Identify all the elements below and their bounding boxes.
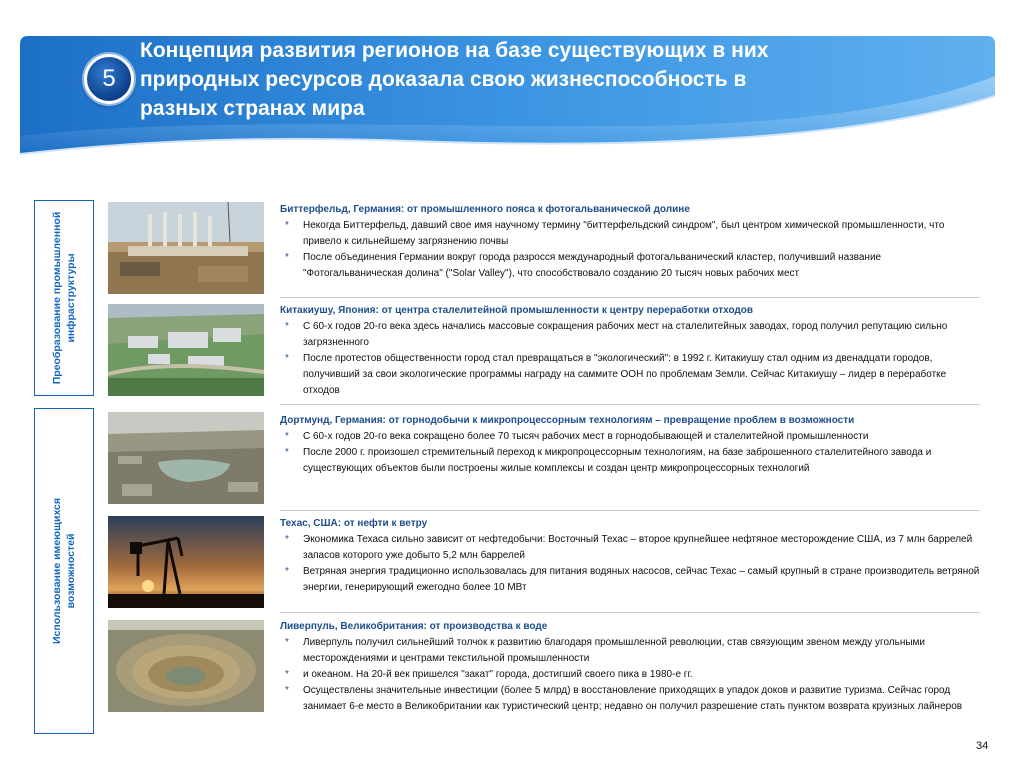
- bullet-text: Ветряная энергия традиционно использовалась для питания водяных насосов, сейчас Техас – самый крупный в стране производитель ветряной энергии, генерирующий ежегодно более 10 МВт: [303, 566, 980, 593]
- slide-title: [140, 36, 840, 123]
- category-label-infrastructure: [34, 200, 94, 396]
- bullet-text: С 60-х годов 20-го века сокращено более 70 тысяч рабочих мест в горнодобывающей и сталелитейной промышленности: [303, 431, 869, 442]
- bullet-text: Осуществлены значительные инвестиции (более 5 млрд) в восстановление приходящих в упадок доков и развитие туризма. Сейчас город занимает 6-е место в Великобритании как туристический центр; недавно он получил разрешение стать пунктом возврата круизных лайнеров: [303, 685, 963, 712]
- case-heading: Китакиушу, Япония: от центра сталелитейной промышленности к центру переработки отходов: [280, 305, 754, 316]
- list-item: [280, 445, 980, 477]
- bullet-text: Некогда Биттерфельд, давший свое имя научному термину "биттерфельдский синдром", был центром химической промышленности, что привело к сильнейшему загрязнению почвы: [303, 220, 945, 247]
- list-item: [280, 218, 980, 250]
- bullet-text: Ливерпуль получил сильнейший толчок к развитию благодаря промышленной революции, став связующим звеном между угольными месторождениями и центрами текстильной промышленности: [303, 637, 926, 664]
- list-item: [280, 635, 980, 667]
- list-item: [280, 564, 980, 596]
- liverpool-quarry-photo: [108, 620, 264, 712]
- category-label-line: возможностей: [65, 533, 77, 609]
- dortmund-aerial-photo: [108, 412, 264, 504]
- title-line: Концепция развития регионов на базе существующих в них: [140, 39, 769, 62]
- case-bitterfeld: [280, 202, 980, 282]
- bullet-list: [280, 218, 980, 282]
- case-heading: Дортмунд, Германия: от горнодобычи к микропроцессорным технологиям – превращение проблем в возможности: [280, 415, 855, 426]
- divider: [280, 404, 980, 405]
- case-dortmund: [280, 413, 980, 477]
- slide-number-badge: 5: [84, 54, 134, 104]
- texas-oil-pump-photo: [108, 516, 264, 608]
- bullet-list: [280, 319, 980, 399]
- title-line: разных странах мира: [140, 97, 365, 120]
- bullet-list: [280, 635, 980, 715]
- list-item: [280, 683, 980, 715]
- bullet-star-icon: *: [285, 685, 289, 696]
- title-line: природных ресурсов доказала свою жизнеспособность в: [140, 68, 747, 91]
- bullet-star-icon: *: [285, 220, 289, 231]
- page-number: 34: [976, 740, 989, 752]
- case-kitakyushu: [280, 303, 980, 399]
- category-label-opportunities: [34, 408, 94, 734]
- list-item: [280, 429, 980, 445]
- kitakyushu-aerial-photo: [108, 304, 264, 396]
- divider: [280, 297, 980, 298]
- bullet-text: Экономика Техаса сильно зависит от нефтедобычи: Восточный Техас – второе крупнейшее нефтяное месторождение США, из 7 млн баррелей запасов которого уже добыто 5,2 млн баррелей: [303, 534, 973, 561]
- bullet-star-icon: *: [285, 321, 289, 332]
- bullet-star-icon: *: [285, 447, 289, 458]
- bullet-text: и океаном. На 20-й век пришелся "закат" города, достигший своего пика в 1980-е гг.: [303, 669, 693, 680]
- divider: [280, 510, 980, 511]
- list-item: [280, 319, 980, 351]
- case-texas: [280, 516, 980, 596]
- case-heading: Ливерпуль, Великобритания: от производства к воде: [280, 621, 548, 632]
- bullet-list: [280, 429, 980, 477]
- bullet-text: С 60-х годов 20-го века здесь начались массовые сокращения рабочих мест на сталелитейных заводах, город получил репутацию сильно загрязненного: [303, 321, 948, 348]
- bullet-list: [280, 532, 980, 596]
- divider: [280, 612, 980, 613]
- bullet-text: После объединения Германии вокруг города разросся международный фотогальванический кластер, получивший название "Фотогальваническая долина" ("Solar Valley"), что способствовало созданию 20 тысяч новых рабочих мест: [303, 252, 882, 279]
- bullet-star-icon: *: [285, 534, 289, 545]
- bullet-text: После протестов общественности город стал превращаться в "экологический": в 1992 г. Китакиушу стал одним из двенадцати городов, получивший за свои экологические программы награду на саммите ООН по проблемам Земли. Сейчас Китакиушу – лидер в переработке отходов: [303, 353, 947, 396]
- bullet-star-icon: *: [285, 353, 289, 364]
- list-item: [280, 351, 980, 399]
- case-liverpool: [280, 619, 980, 715]
- bullet-star-icon: *: [285, 252, 289, 263]
- bitterfeld-construction-photo: [108, 202, 264, 294]
- list-item: [280, 250, 980, 282]
- bullet-star-icon: *: [285, 431, 289, 442]
- case-heading: Биттерфельд, Германия: от промышленного пояса к фотогальванической долине: [280, 204, 690, 215]
- list-item: [280, 532, 980, 564]
- case-heading: Техас, США: от нефти к ветру: [280, 518, 428, 529]
- category-label-line: Преобразование промышленной: [51, 211, 63, 385]
- bullet-text: После 2000 г. произошел стремительный переход к микропроцессорным технологиям, на базе заброшенного сталелитейного завода и существующих объектов были построены жилые комплексы и создан центр микропроцессорных технологий: [303, 447, 932, 474]
- category-label-line: инфраструктуры: [65, 253, 77, 343]
- bullet-star-icon: *: [285, 669, 289, 680]
- list-item: [280, 667, 980, 683]
- bullet-star-icon: *: [285, 637, 289, 648]
- category-label-line: Использование имеющихся: [51, 498, 63, 644]
- bullet-star-icon: *: [285, 566, 289, 577]
